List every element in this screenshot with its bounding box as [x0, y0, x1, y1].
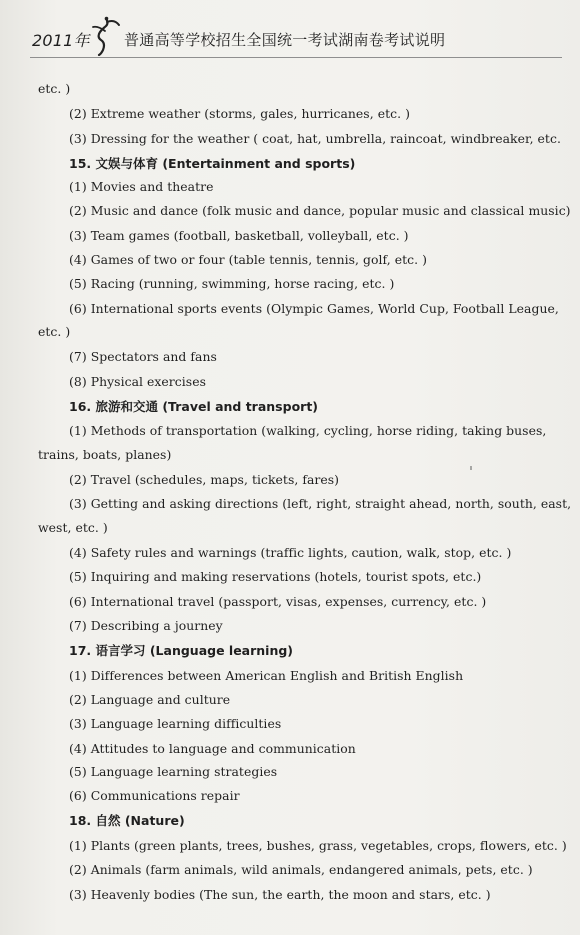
text-line: (4) Safety rules and warnings (traffic lights, caution, walk, stop, etc. ) — [69, 545, 512, 560]
text-line: (2) Extreme weather (storms, gales, hurricanes, etc. ) — [69, 106, 410, 121]
text-line: (2) Travel (schedules, maps, tickets, fares) — [69, 472, 340, 487]
text-line: (6) Communications repair — [69, 788, 240, 803]
scan-speck — [470, 466, 472, 470]
text-line: (5) Language learning strategies — [69, 764, 278, 779]
text-line: (1) Movies and theatre — [69, 179, 214, 194]
section-heading: 16. 旅游和交通 (Travel and transport) — [69, 399, 319, 414]
text-line: (2) Music and dance (folk music and dance, popular music and classical music) — [69, 203, 571, 218]
text-line: (8) Physical exercises — [69, 374, 206, 389]
section-heading: 17. 语言学习 (Language learning) — [69, 643, 294, 658]
text-line: trains, boats, planes) — [38, 447, 172, 462]
header-divider — [30, 57, 562, 58]
text-line: (7) Spectators and fans — [69, 349, 217, 364]
section-heading: 18. 自然 (Nature) — [69, 813, 185, 828]
text-line: (1) Methods of transportation (walking, cycling, horse riding, taking buses, — [69, 423, 547, 438]
header-year: 2011年 — [32, 31, 90, 50]
text-line: (4) Games of two or four (table tennis, tennis, golf, etc. ) — [69, 252, 427, 267]
text-line: etc. ) — [38, 81, 71, 96]
text-line: (4) Attitudes to language and communication — [69, 741, 356, 756]
text-line: (3) Heavenly bodies (The sun, the earth, the moon and stars, etc. ) — [69, 887, 491, 902]
text-line: (3) Dressing for the weather ( coat, hat, umbrella, raincoat, windbreaker, etc. — [69, 131, 561, 146]
text-line: (3) Getting and asking directions (left, right, straight ahead, north, south, east, — [69, 496, 572, 511]
section-heading: 15. 文娱与体育 (Entertainment and sports) — [69, 156, 356, 171]
text-line: (1) Plants (green plants, trees, bushes, grass, vegetables, crops, flowers, etc. ) — [69, 838, 567, 853]
text-line: (1) Differences between American English and British English — [69, 668, 464, 683]
dancer-logo-icon — [90, 16, 122, 56]
header-title: 普通高等学校招生全国统一考试湖南卷考试说明 — [124, 31, 446, 49]
text-line: (2) Language and culture — [69, 692, 231, 707]
text-line: etc. ) — [38, 324, 71, 339]
text-line: (3) Team games (football, basketball, volleyball, etc. ) — [69, 228, 409, 243]
page-header — [22, 18, 562, 62]
text-line: (3) Language learning difficulties — [69, 716, 282, 731]
text-line: (2) Animals (farm animals, wild animals, endangered animals, pets, etc. ) — [69, 862, 533, 877]
text-line: west, etc. ) — [38, 520, 108, 535]
text-line: (6) International sports events (Olympic Games, World Cup, Football League, — [69, 301, 559, 316]
text-line: (5) Racing (running, swimming, horse racing, etc. ) — [69, 276, 395, 291]
text-line: (5) Inquiring and making reservations (hotels, tourist spots, etc.) — [69, 569, 482, 584]
text-line: (7) Describing a journey — [69, 618, 223, 633]
text-line: (6) International travel (passport, visas, expenses, currency, etc. ) — [69, 594, 487, 609]
